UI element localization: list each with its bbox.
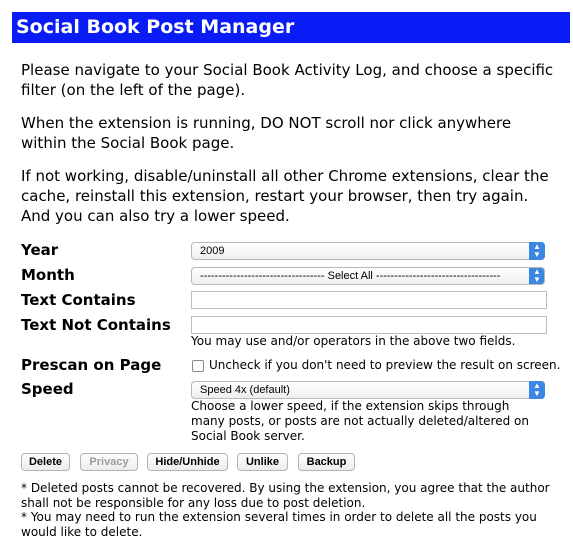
text-contains-label: Text Contains [21, 291, 136, 309]
app-title: Social Book Post Manager [12, 12, 570, 43]
speed-select[interactable] [191, 381, 545, 399]
note-run-several-times: * You may need to run the extension several times in order to delete all the posts you would like to delete. [21, 510, 537, 539]
prescan-checkbox-text: Uncheck if you don't need to preview the result on screen. [209, 358, 561, 372]
privacy-button[interactable]: Privacy [80, 453, 138, 471]
unlike-button[interactable]: Unlike [237, 453, 288, 471]
note-deletion-warning: * Deleted posts cannot be recovered. By using the extension, you agree that the author shall not be responsible for any loss due to post deletion. [21, 481, 550, 510]
hide-unhide-button[interactable]: Hide/Unhide [147, 453, 228, 471]
text-not-contains-label: Text Not Contains [21, 316, 171, 334]
month-select-value: ---------------------------------- Select All ---------------------------------- [200, 270, 501, 282]
text-not-contains-input[interactable] [191, 316, 547, 334]
up-down-chevron-icon: ▲ ▼ [529, 381, 545, 399]
text-contains-input[interactable] [191, 291, 547, 309]
year-select[interactable] [191, 242, 545, 260]
delete-button[interactable]: Delete [21, 453, 70, 471]
speed-hint: Choose a lower speed, if the extension skips through many posts, or posts are not actually deleted/altered on Social Book server. [191, 399, 529, 443]
backup-button[interactable]: Backup [298, 453, 355, 471]
instruction-do-not-scroll: When the extension is running, DO NOT scroll nor click anywhere within the Social Book page. [21, 114, 512, 152]
operators-hint: You may use and/or operators in the above two fields. [191, 334, 516, 348]
up-down-chevron-icon: ▲ ▼ [529, 242, 545, 260]
prescan-checkbox[interactable] [192, 360, 204, 372]
month-label: Month [21, 266, 75, 284]
speed-label: Speed [21, 380, 74, 398]
prescan-label: Prescan on Page [21, 356, 162, 374]
speed-select-value: Speed 4x (default) [200, 384, 290, 396]
month-select[interactable] [191, 267, 545, 285]
year-select-value: 2009 [200, 245, 225, 257]
instruction-troubleshoot: If not working, disable/uninstall all other Chrome extensions, clear the cache, reinstall this extension, restart your browser, then try again. And you can also try a lower speed. [21, 167, 549, 225]
instruction-navigate: Please navigate to your Social Book Activity Log, and choose a specific filter (on the left of the page). [21, 61, 554, 99]
up-down-chevron-icon: ▲ ▼ [529, 267, 545, 285]
year-label: Year [21, 241, 59, 259]
